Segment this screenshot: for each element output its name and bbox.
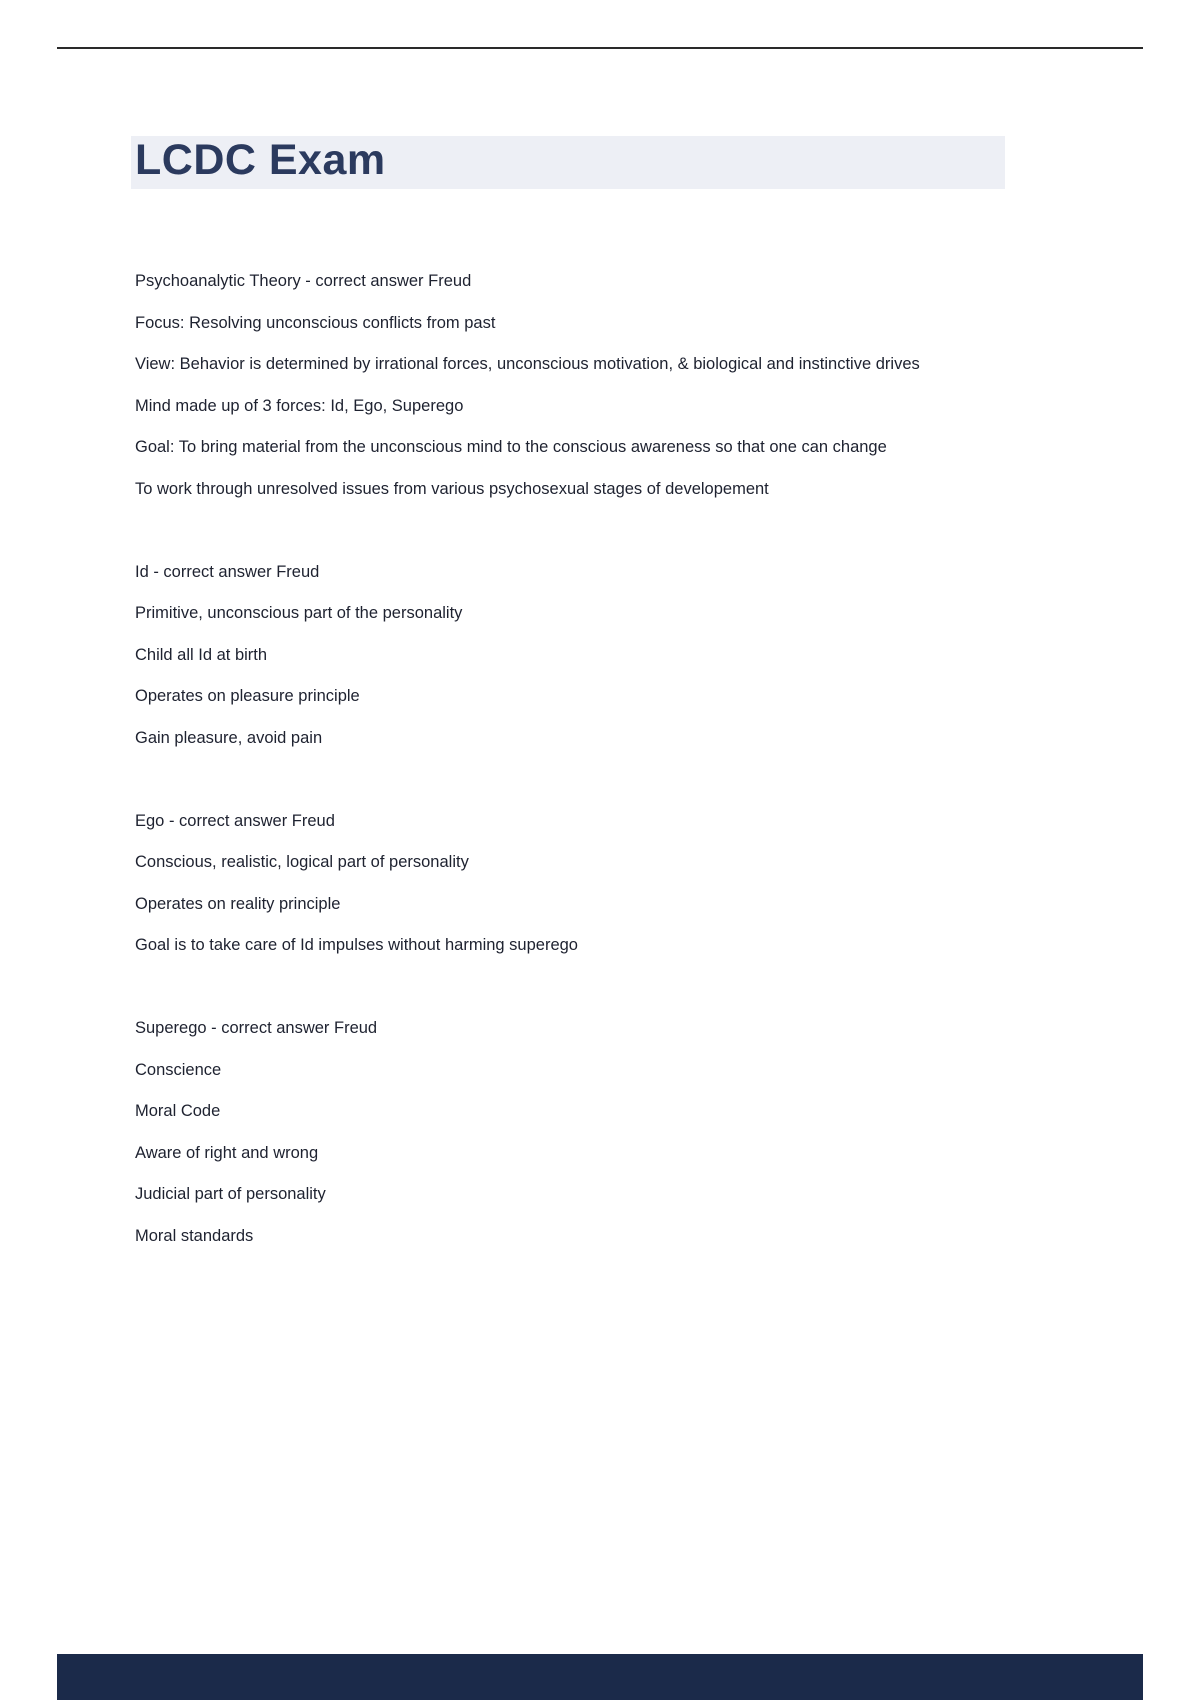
paragraph: Moral standards (135, 1226, 254, 1245)
paragraph: Goal: To bring material from the unconscious mind to the conscious awareness so that one can change (135, 438, 887, 456)
paragraph: Gain pleasure, avoid pain (135, 728, 323, 747)
paragraph: Superego - correct answer Freud (135, 1019, 378, 1037)
paragraph: Goal is to take care of Id impulses without harming superego (135, 936, 578, 954)
paragraph: Ego - correct answer Freud (135, 811, 335, 830)
paragraph: Aware of right and wrong (135, 1143, 319, 1162)
paragraph: Psychoanalytic Theory - correct answer Freud (135, 272, 472, 290)
paragraph: Mind made up of 3 forces: Id, Ego, Superego (135, 396, 464, 415)
document-body (135, 268, 1003, 1306)
paragraph: View: Behavior is determined by irrational forces, unconscious motivation, & biological and instinctive drives (135, 355, 920, 373)
paragraph: Focus: Resolving unconscious conflicts from past (135, 313, 496, 332)
section-id (135, 559, 1003, 752)
paragraph: Judicial part of personality (135, 1185, 326, 1203)
paragraph: Conscious, realistic, logical part of personality (135, 853, 469, 871)
paragraph: To work through unresolved issues from various psychosexual stages of developement (135, 479, 769, 498)
paragraph: Moral Code (135, 1102, 221, 1120)
paragraph: Conscience (135, 1060, 222, 1079)
paragraph: Child all Id at birth (135, 645, 268, 664)
paragraph: Operates on reality principle (135, 894, 341, 913)
footer-bar (57, 1654, 1143, 1700)
paragraph: Id - correct answer Freud (135, 562, 320, 581)
section-psychoanalytic-theory (135, 268, 1003, 503)
paragraph: Operates on pleasure principle (135, 687, 360, 705)
title-highlight-band (131, 136, 1005, 189)
section-ego (135, 808, 1003, 960)
section-superego (135, 1015, 1003, 1250)
paragraph: Primitive, unconscious part of the personality (135, 604, 463, 622)
page-title: LCDC Exam (135, 136, 386, 184)
top-rule-divider (57, 47, 1143, 49)
